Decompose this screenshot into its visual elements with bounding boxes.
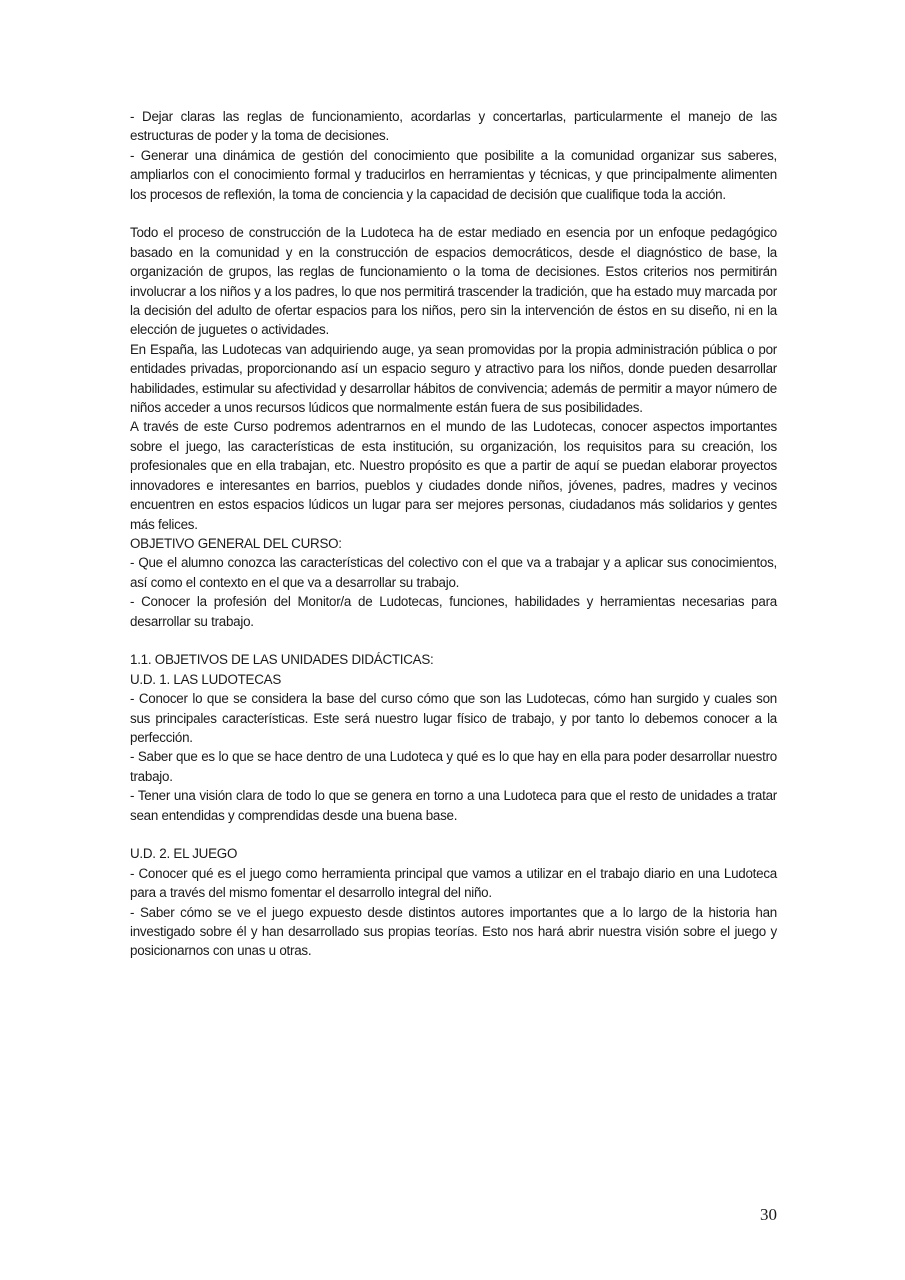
intro-bullet-list [130,107,777,204]
bullet-item: - Conocer lo que se considera la base del curso cómo que son las Ludotecas, cómo han surgido y cuales son sus principales características. Este será nuestro lugar físico de trabajo, y por tanto lo debemos conocer a la perfección. [130,691,777,745]
ud1-heading: U.D. 1. LAS LUDOTECAS [130,671,282,687]
objetivo-general-heading: OBJETIVO GENERAL DEL CURSO: [130,535,342,551]
bullet-item: - Que el alumno conozca las características del colectivo con el que va a trabajar y a aplicar sus conocimientos, así como el contexto en el que va a desarrollar su trabajo. [130,555,777,590]
bullet-item: - Conocer la profesión del Monitor/a de Ludotecas, funciones, habilidades y herramientas necesarias para desarrollar su trabajo. [130,594,777,629]
paragraph: Todo el proceso de construcción de la Ludoteca ha de estar mediado en esencia por un enfoque pedagógico basado en la comunidad y en la construcción de espacios democráticos, desde el diagnóstico de base, la organización de grupos, las reglas de funcionamiento o la toma de decisiones. Estos criterios nos permitirán involucrar a los niños y a los padres, lo que nos permitirá trascender la tradición, que ha estado muy marcada por la decisión del adulto de ofertar espacios para los niños, pero sin la intervención de éstos en su diseño, ni en la elección de juguetes o actividades. [130,225,777,338]
bullet-item: - Generar una dinámica de gestión del conocimiento que posibilite a la comunidad organizar sus saberes, ampliarlos con el conocimiento formal y traducirlos en herramientas y técnicas, y que principalmente alimenten los procesos de reflexión, la toma de conciencia y la capacidad de decisión que cualifique toda la acción. [130,147,777,202]
objetivos-unidades-heading: 1.1. OBJETIVOS DE LAS UNIDADES DIDÁCTICAS: [130,652,434,668]
bullet-item: - Saber cómo se ve el juego expuesto desde distintos autores importantes que a lo largo de la historia han investigado sobre él y han desarrollado sus propias teorías. Esto nos hará abrir nuestra visión sobre el juego y posicionarnos con unas u otras. [130,904,777,959]
paragraph: En España, las Ludotecas van adquiriendo auge, ya sean promovidas por la propia administración pública o por entidades privadas, proporcionando así un espacio seguro y atractivo para los niños, donde pueden desarrollar habilidades, estimular su afectividad y desarrollar hábitos de convivencia; además de permitir a mayor número de niños acceder a unos recursos lúdicos que normalmente están fuera de sus posibilidades. [130,341,777,416]
paragraph: A través de este Curso podremos adentrarnos en el mundo de las Ludotecas, conocer aspectos importantes sobre el juego, las características de esta institución, su organización, los requisitos para su creación, los profesionales que en ella trabajan, etc. Nuestro propósito es que a partir de aquí se puedan elaborar proyectos innovadores e interesantes en barrios, pueblos y ciudades donde niños, jóvenes, padres, madres y vecinos encuentren en estos espacios lúdicos un lugar para ser mejores personas, ciudadanos más solidarios y gentes más felices. [130,419,777,532]
page-number: 30 [760,1205,777,1224]
ud2-heading: U.D. 2. EL JUEGO [130,846,238,862]
objetivo-general-list [130,553,777,631]
document-page [130,107,777,961]
ud1-list [130,689,777,825]
bullet-item: - Tener una visión clara de todo lo que se genera en torno a una Ludoteca para que el resto de unidades a tratar sean entendidas y comprendidas desde una buena base. [130,788,777,823]
bullet-item: - Dejar claras las reglas de funcionamiento, acordarlas y concertarlas, particularmente el manejo de las estructuras de poder y la toma de decisiones. [130,109,777,144]
bullet-item: - Saber que es lo que se hace dentro de una Ludoteca y qué es lo que hay en ella para poder desarrollar nuestro trabajo. [130,749,777,784]
ud2-list [130,864,777,961]
bullet-item: - Conocer qué es el juego como herramienta principal que vamos a utilizar en el trabajo diario en una Ludoteca para a través del mismo fomentar el desarrollo integral del niño. [130,865,777,901]
